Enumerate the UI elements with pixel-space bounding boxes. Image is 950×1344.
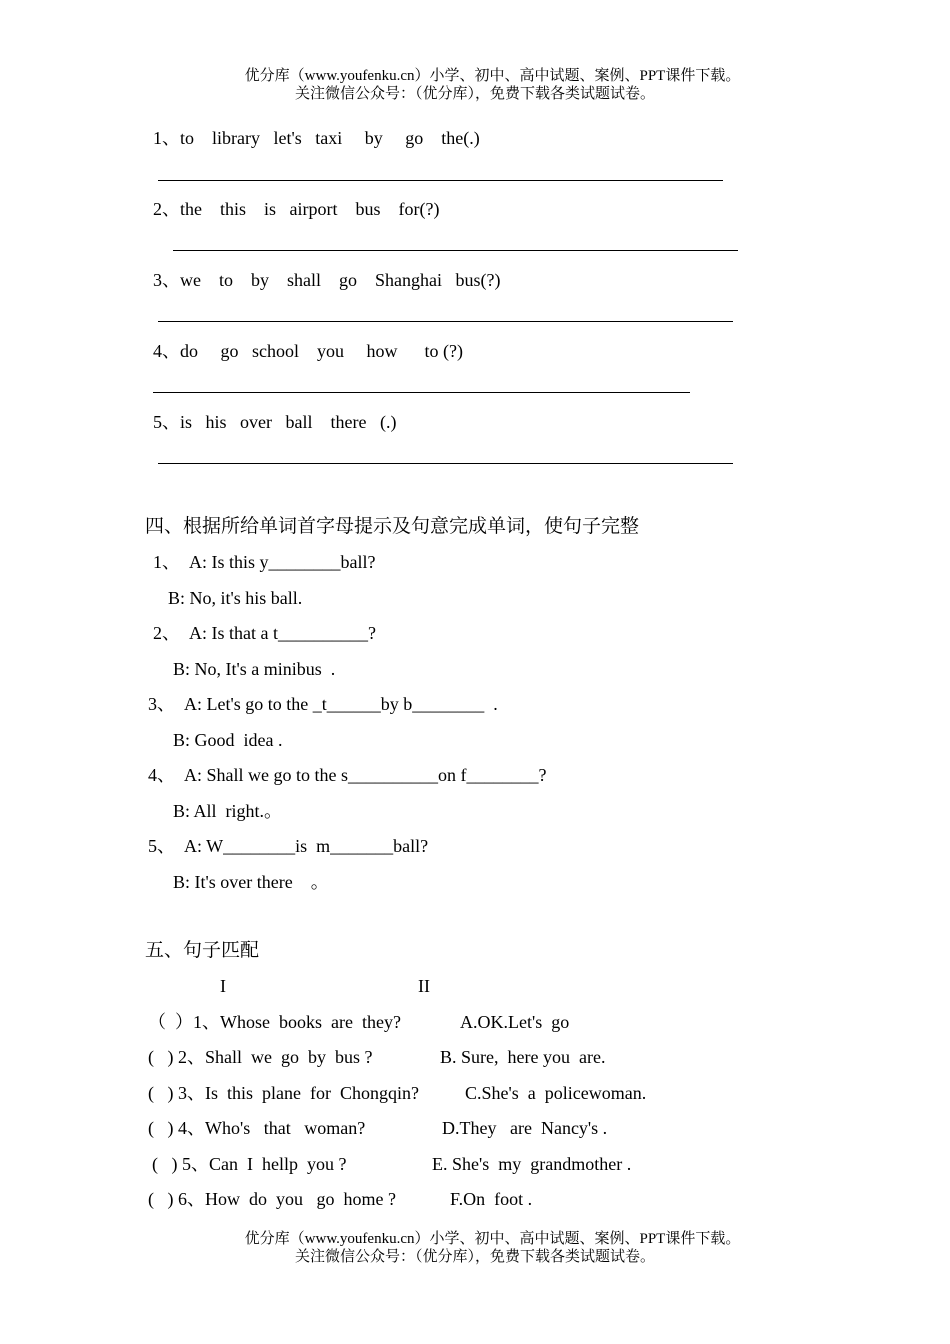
answer-line-4[interactable]	[153, 392, 690, 393]
match-right-e: E. She's my grandmother .	[432, 1154, 632, 1174]
answer-line-5[interactable]	[158, 463, 733, 464]
footer-line-1: 优分库（www.youfenku.cn）小学、初中、高中试题、案例、PPT课件下载。	[244, 1231, 741, 1247]
s4-q2-a: 2、 A: Is that a t__________?	[153, 623, 376, 643]
match-right-c: C.She's a policewoman.	[465, 1083, 647, 1103]
page-header	[0, 67, 950, 103]
section-4-title: 四、根据所给单词首字母提示及句意完成单词，使句子完整	[145, 516, 640, 537]
match-right-f: F.On foot .	[450, 1189, 533, 1209]
s4-q1-a: 1、 A: Is this y________ball?	[153, 552, 376, 572]
column-header-1: I	[220, 976, 226, 996]
s4-q1-b: B: No, it's his ball.	[168, 588, 303, 608]
match-left-4: ( ) 4、Who's that woman?	[148, 1118, 366, 1138]
match-left-2: ( ) 2、Shall we go by bus ?	[148, 1047, 373, 1067]
reorder-item-5: 5、is his over ball there (.)	[153, 412, 397, 432]
match-right-d: D.They are Nancy's .	[442, 1118, 608, 1138]
s4-q3-a: 3、 A: Let's go to the _t______by b________ .	[148, 694, 498, 714]
reorder-item-3: 3、we to by shall go Shanghai bus(?)	[153, 270, 501, 290]
header-line-2: 关注微信公众号：（优分库），免费下载各类试题试卷。	[294, 86, 655, 102]
page-footer	[0, 1230, 950, 1266]
match-right-a: A.OK.Let's go	[460, 1012, 570, 1032]
reorder-item-2: 2、the this is airport bus for(?)	[153, 199, 440, 219]
column-header-2: II	[418, 976, 430, 996]
s4-q5-a: 5、 A: W________is m_______ball?	[148, 836, 429, 856]
section-5-title: 五、句子匹配	[145, 940, 260, 961]
match-left-1: （ ）1、Whose books are they?	[148, 1012, 401, 1032]
reorder-item-1: 1、to library let's taxi by go the(.)	[153, 128, 480, 148]
footer-line-2: 关注微信公众号：（优分库），免费下载各类试题试卷。	[294, 1249, 655, 1265]
match-left-6: ( ) 6、How do you go home ?	[148, 1189, 396, 1209]
s4-q4-a: 4、 A: Shall we go to the s__________on f________?	[148, 765, 547, 785]
match-left-5: ( ) 5、Can I hellp you ?	[152, 1154, 347, 1174]
s4-q4-b: B: All right.。	[173, 801, 283, 821]
match-left-3: ( ) 3、Is this plane for Chongqin?	[148, 1083, 419, 1103]
match-right-b: B. Sure, here you are.	[440, 1047, 606, 1067]
s4-q2-b: B: No, It's a minibus .	[173, 659, 336, 679]
s4-q5-b: B: It's over there 。	[173, 872, 329, 892]
reorder-item-4: 4、do go school you how to (?)	[153, 341, 463, 361]
answer-line-2[interactable]	[173, 250, 738, 251]
s4-q3-b: B: Good idea .	[173, 730, 283, 750]
answer-line-1[interactable]	[158, 180, 723, 181]
answer-line-3[interactable]	[158, 321, 733, 322]
header-line-1: 优分库（www.youfenku.cn）小学、初中、高中试题、案例、PPT课件下载。	[244, 68, 741, 84]
